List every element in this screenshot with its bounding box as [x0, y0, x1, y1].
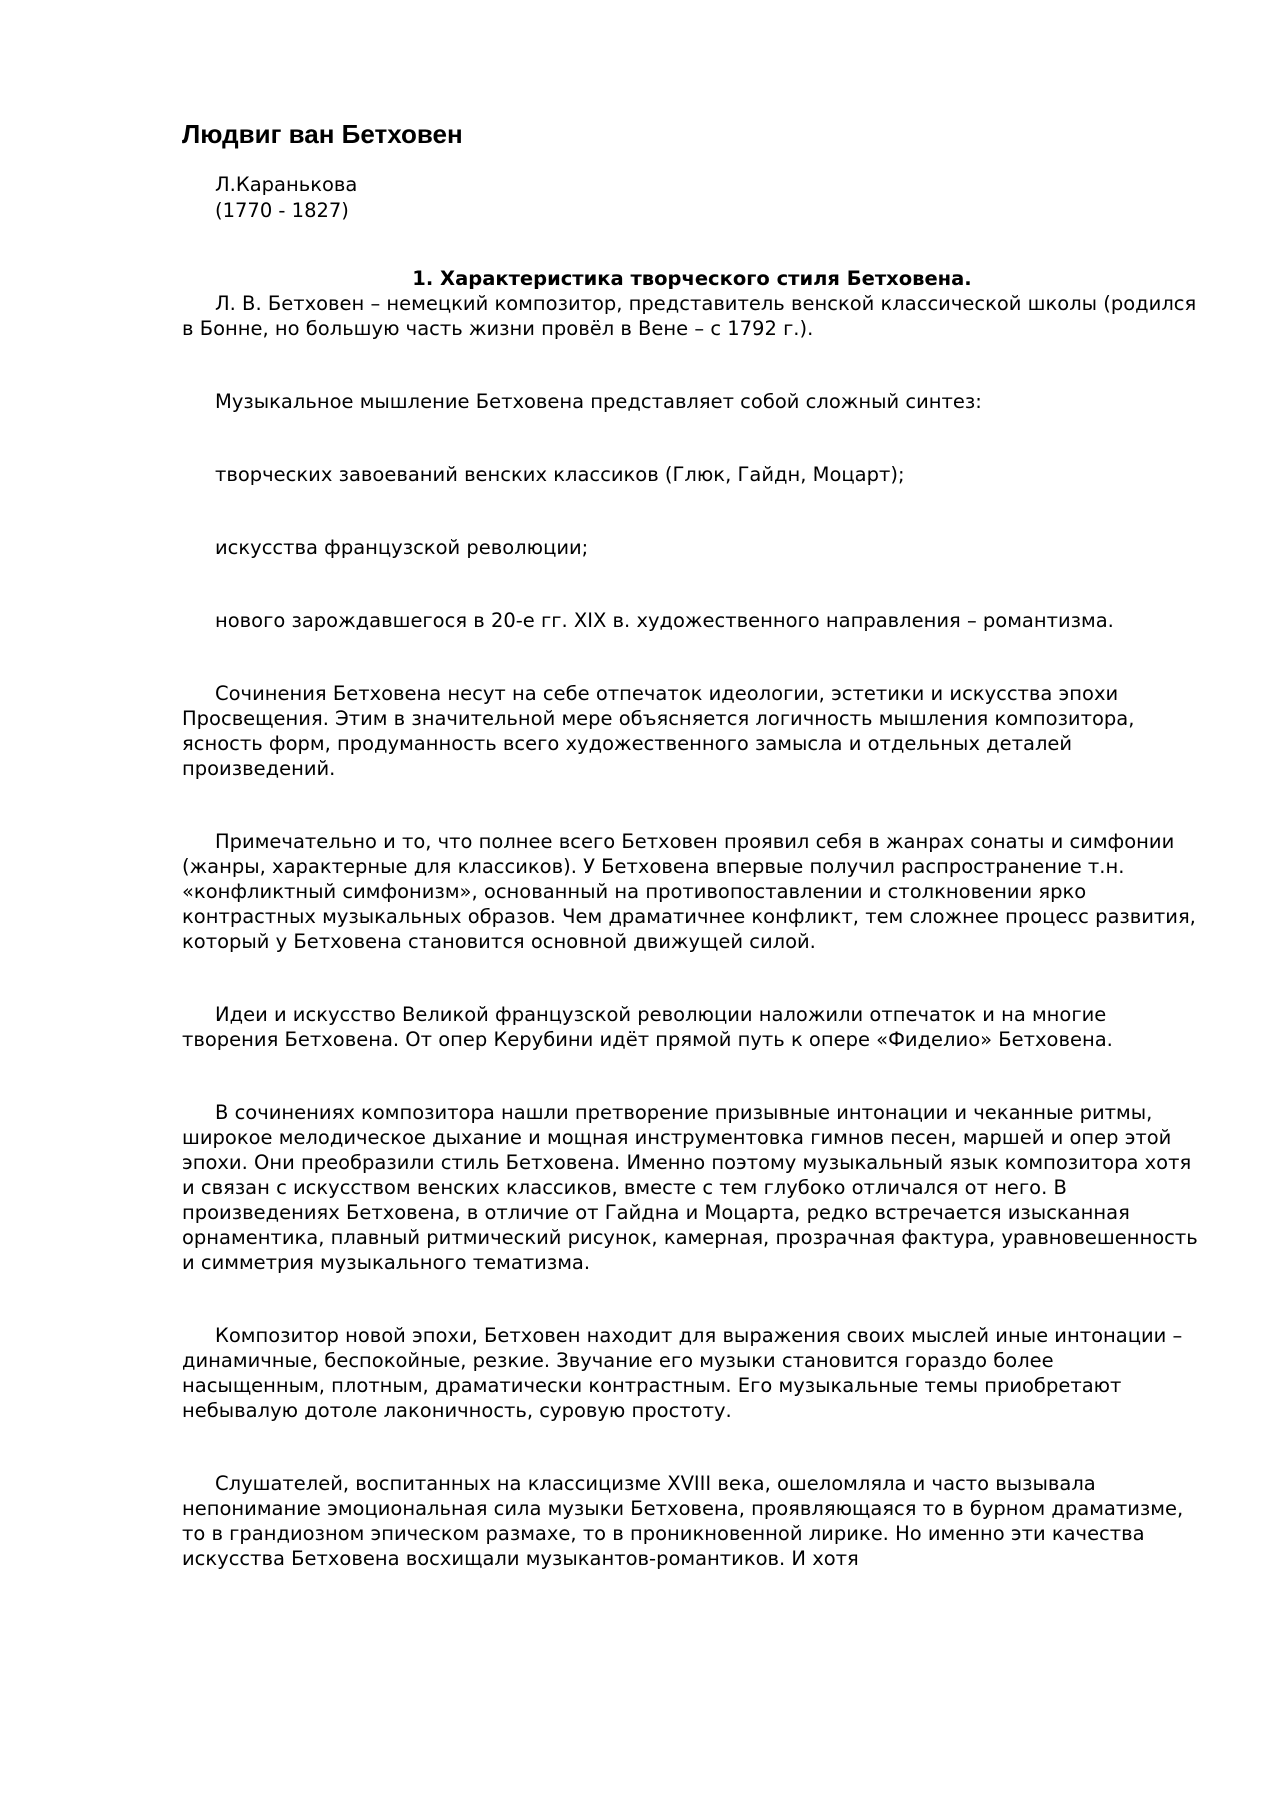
paragraph: Музыкальное мышление Бетховена представляет собой сложный синтез: [215, 390, 982, 413]
paragraph: Л. В. Бетховен – немецкий композитор, представитель венской классической школы (родился в Бонне, но большую часть жизни провёл в Вене – с 1792 г.). [182, 292, 1197, 340]
list-item: творческих завоеваний венских классиков (Глюк, Гайдн, Моцарт); [215, 463, 905, 486]
author-name: Л.Караньковa [215, 173, 358, 196]
paragraph: В сочинениях композитора нашли претворение призывные интонации и чеканные ритмы, широкое мелодическое дыхание и мощная инструментовка гимнов песен, маршей и опер этой эпохи. Они преобразили стиль Бетховена. Именно поэтому музыкальный язык композитора хотя и связан с искусством венских классиков, вместе с тем глубоко отличался от него. В произведениях Бетховена, в отличие от Гайдна и Моцарта, редко встречается изысканная орнаментика, плавный ритмический рисунок, камерная, прозрачная фактура, уравновешенность и симметрия музыкального тематизма. [182, 1101, 1198, 1274]
section-heading: 1. Характеристика творческого стиля Бетховена. [412, 267, 972, 290]
paragraph: Идеи и искусство Великой французской революции наложили отпечаток и на многие творения Бетховена. От опер Керубини идёт прямой путь к опере «Фиделио» Бетховена. [182, 1003, 1113, 1051]
paragraph: Композитор новой эпохи, Бетховен находит для выражения своих мыслей иные интонации – динамичные, беспокойные, резкие. Звучание его музыки становится гораздо более насыщенным, плотным, драматически контрастным. Его музыкальные темы приобретают небывалую дотоле лаконичность, суровую простоту. [182, 1324, 1183, 1422]
paragraph: Слушателей, воспитанных на классицизме XVIII века, ошеломляла и часто вызывала непонимание эмоциональная сила музыки Бетховена, проявляющаяся то в бурном драматизме, то в грандиозном эпическом размахе, то в проникновенной лирике. Но именно эти качества искусства Бетховена восхищали музыкантов-романтиков. И хотя [182, 1472, 1184, 1570]
paragraph: Сочинения Бетховена несут на себе отпечаток идеологии, эстетики и искусства эпохи Просвещения. Этим в значительной мере объясняется логичность мышления композитора, ясность форм, продуманность всего художественного замысла и отдельных деталей произведений. [182, 682, 1135, 780]
document-title: Людвиг ван Бетховен [182, 119, 463, 149]
author-block [215, 172, 1202, 224]
life-years: (1770 - 1827) [215, 199, 349, 222]
list-item: нового зарождавшегося в 20-е гг. XIX в. художественного направления – романтизма. [215, 609, 1114, 632]
list-item: искусства французской революции; [215, 536, 589, 559]
document-body [182, 118, 1202, 1619]
paragraph: Примечательно и то, что полнее всего Бетховен проявил себя в жанрах сонаты и симфонии (жанры, характерные для классиков). У Бетховена впервые получил распространение т.н. «конфликтный симфонизм», основанный на противопоставлении и столкновении ярко контрастных музыкальных образов. Чем драматичнее конфликт, тем сложнее процесс развития, который у Бетховена становится основной движущей силой. [182, 830, 1196, 953]
